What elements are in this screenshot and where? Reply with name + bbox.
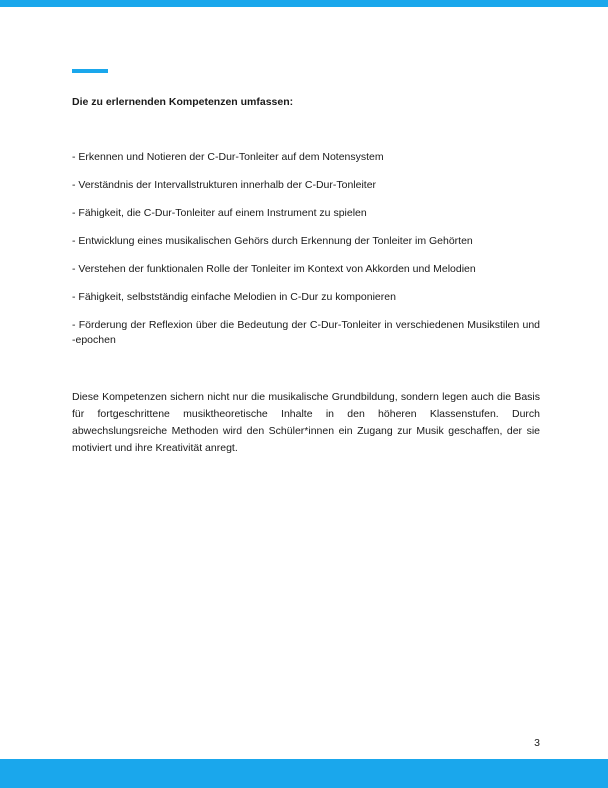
summary-paragraph: Diese Kompetenzen sichern nicht nur die musikalische Grundbildung, sondern legen auch die Basis für fortgeschrittene musiktheoretische Inhalte in den höheren Klassenstufen. Durch abwechslungsreiche Methoden wird den Schüler*innen ein Zugang zur Musik geschaffen, der sie motiviert und ihre Kreativität anregt. <box>72 391 540 454</box>
list-item: - Fähigkeit, die C-Dur-Tonleiter auf einem Instrument zu spielen <box>72 207 367 219</box>
competency-list <box>72 150 540 361</box>
page-number: 3 <box>534 737 540 749</box>
bottom-accent-bar <box>0 759 608 788</box>
list-item: - Förderung der Reflexion über die Bedeutung der C-Dur-Tonleiter in verschiedenen Musikstilen und -epochen <box>72 319 540 346</box>
list-item: - Verstehen der funktionalen Rolle der Tonleiter im Kontext von Akkorden und Melodien <box>72 263 476 275</box>
section-heading: Die zu erlernenden Kompetenzen umfassen: <box>72 96 294 108</box>
top-accent-bar <box>0 0 608 7</box>
list-item: - Entwicklung eines musikalischen Gehörs durch Erkennung der Tonleiter im Gehörten <box>72 235 473 247</box>
heading-accent-line <box>72 69 108 73</box>
list-item: - Erkennen und Notieren der C-Dur-Tonleiter auf dem Notensystem <box>72 151 384 163</box>
list-item: - Fähigkeit, selbstständig einfache Melodien in C-Dur zu komponieren <box>72 291 396 303</box>
list-item: - Verständnis der Intervallstrukturen innerhalb der C-Dur-Tonleiter <box>72 179 377 191</box>
